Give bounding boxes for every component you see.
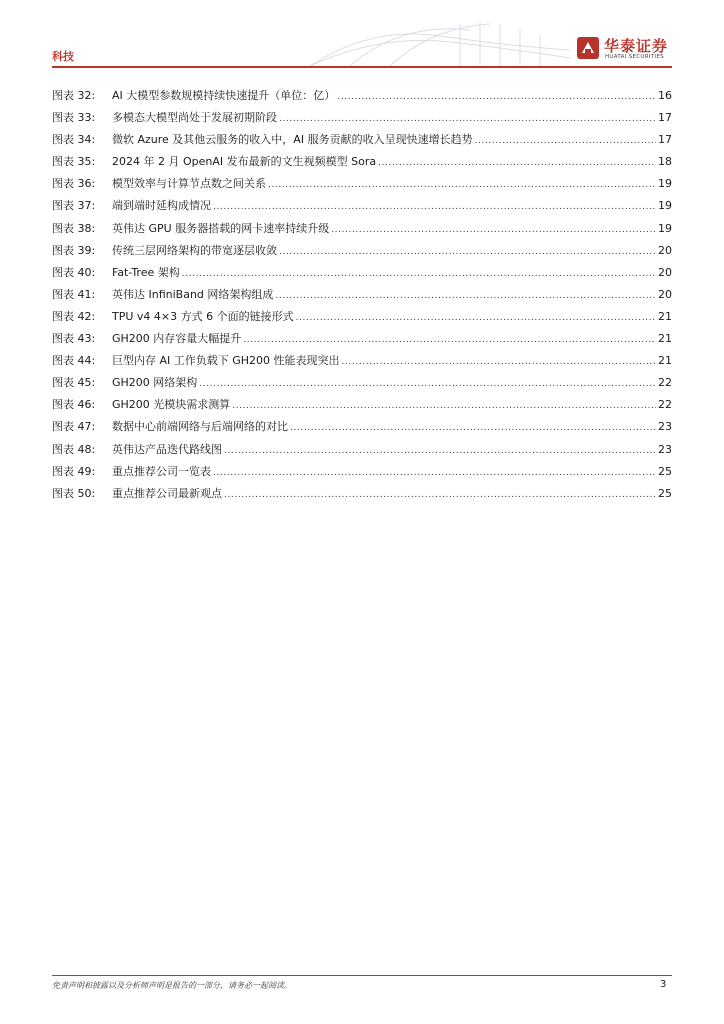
toc-entry-title[interactable]: 巨型内存 AI 工作负载下 GH200 性能表现突出	[112, 354, 340, 368]
toc-dot-leader	[213, 465, 656, 481]
toc-dot-leader	[342, 354, 656, 370]
toc-entry[interactable]	[52, 198, 672, 220]
building-watermark-icon	[290, 20, 580, 68]
toc-entry-label: 图表 34:	[52, 133, 96, 147]
toc-dot-leader	[475, 133, 656, 149]
toc-entry[interactable]	[52, 331, 672, 353]
toc-entry[interactable]	[52, 110, 672, 132]
toc-entry[interactable]	[52, 287, 672, 309]
toc-dot-leader	[275, 288, 656, 304]
toc-entry-title[interactable]: 微软 Azure 及其他云服务的收入中，AI 服务贡献的收入呈现快速增长趋势	[112, 133, 473, 147]
toc-entry-title[interactable]: 英伟达产品迭代路线图	[112, 442, 222, 456]
toc-entry[interactable]	[52, 132, 672, 154]
toc-entry-page[interactable]: 19	[658, 221, 672, 235]
toc-entry-title[interactable]: 模型效率与计算节点数之间关系	[112, 177, 266, 191]
header-divider	[52, 66, 672, 68]
toc-entry-label: 图表 40:	[52, 265, 96, 279]
toc-entry[interactable]	[52, 353, 672, 375]
toc-entry-title[interactable]: GH200 内存容量大幅提升	[112, 332, 242, 346]
toc-entry-title[interactable]: 传统三层网络架构的带宽逐层收敛	[112, 243, 277, 257]
toc-entry-title[interactable]: 多模态大模型尚处于发展初期阶段	[112, 111, 277, 125]
toc-entry-page[interactable]: 16	[658, 89, 672, 102]
toc-entry-label: 图表 37:	[52, 199, 96, 213]
toc-entry-label: 图表 38:	[52, 221, 96, 235]
toc-entry-label: 图表 35:	[52, 155, 96, 169]
toc-entry-title[interactable]: 重点推荐公司一览表	[112, 464, 211, 478]
toc-entry-page[interactable]: 21	[658, 309, 672, 323]
toc-entry[interactable]	[52, 397, 672, 419]
toc-entry-title[interactable]: TPU v4 4×3 方式 6 个面的链接形式	[112, 309, 294, 323]
toc-dot-leader	[290, 420, 656, 436]
toc-entry[interactable]	[52, 375, 672, 397]
toc-entry-title[interactable]: AI 大模型参数规模持续快速提升（单位：亿）	[112, 89, 336, 102]
toc-entry-label: 图表 48:	[52, 442, 96, 456]
toc-entry-label: 图表 45:	[52, 376, 96, 390]
toc-entry-page[interactable]: 20	[658, 287, 672, 301]
toc-entry-title[interactable]: 端到端时延构成情况	[112, 199, 211, 213]
toc-entry-label: 图表 47:	[52, 420, 96, 434]
toc-entry-label: 图表 41:	[52, 287, 96, 301]
brand-subtitle: HUATAI SECURITIES	[605, 54, 664, 60]
toc-entry-page[interactable]: 20	[658, 243, 672, 257]
toc-entry-page[interactable]: 22	[658, 376, 672, 390]
toc-entry-page[interactable]: 17	[658, 133, 672, 147]
figure-index-list	[52, 88, 672, 508]
toc-entry-title[interactable]: 重点推荐公司最新观点	[112, 486, 222, 500]
toc-dot-leader	[224, 487, 656, 503]
toc-entry-title[interactable]: 英伟达 GPU 服务器搭载的网卡速率持续升级	[112, 221, 330, 235]
toc-entry-title[interactable]: 英伟达 InfiniBand 网络架构组成	[112, 287, 274, 301]
toc-dot-leader	[331, 222, 656, 238]
toc-entry-page[interactable]: 21	[658, 332, 672, 346]
toc-entry-title[interactable]: GH200 网络架构	[112, 376, 198, 390]
toc-entry-title[interactable]: 数据中心前端网络与后端网络的对比	[112, 420, 288, 434]
toc-entry[interactable]	[52, 419, 672, 441]
toc-dot-leader	[268, 177, 656, 193]
toc-dot-leader	[182, 266, 656, 282]
footer-divider	[52, 975, 672, 976]
toc-entry-page[interactable]: 25	[658, 486, 672, 500]
toc-entry[interactable]	[52, 464, 672, 486]
toc-dot-leader	[337, 89, 656, 105]
toc-entry[interactable]	[52, 265, 672, 287]
toc-entry-title[interactable]: 2024 年 2 月 OpenAI 发布最新的文生视频模型 Sora	[112, 155, 377, 169]
toc-entry-page[interactable]: 19	[658, 199, 672, 213]
toc-entry-label: 图表 46:	[52, 398, 96, 412]
toc-entry[interactable]	[52, 221, 672, 243]
toc-entry[interactable]	[52, 154, 672, 176]
brand-name: 华泰证券	[604, 37, 669, 55]
toc-dot-leader	[279, 244, 656, 260]
toc-entry-title[interactable]: Fat-Tree 架构	[112, 265, 180, 279]
toc-entry[interactable]	[52, 88, 672, 110]
toc-dot-leader	[279, 111, 656, 127]
toc-entry-title[interactable]: GH200 光模块需求测算	[112, 398, 231, 412]
toc-entry-page[interactable]: 21	[658, 354, 672, 368]
toc-entry-page[interactable]: 17	[658, 111, 672, 125]
brand-logo	[576, 34, 676, 64]
toc-entry-label: 图表 44:	[52, 354, 96, 368]
page-header	[0, 0, 724, 72]
toc-dot-leader	[232, 398, 656, 414]
toc-entry[interactable]	[52, 486, 672, 508]
toc-entry-page[interactable]: 19	[658, 177, 672, 191]
toc-entry[interactable]	[52, 309, 672, 331]
toc-entry-page[interactable]: 22	[658, 398, 672, 412]
toc-entry-label: 图表 36:	[52, 177, 96, 191]
toc-dot-leader	[378, 155, 656, 171]
toc-entry-page[interactable]: 18	[658, 155, 672, 169]
toc-entry-label: 图表 33:	[52, 111, 96, 125]
toc-entry-label: 图表 50:	[52, 486, 96, 500]
toc-entry-label: 图表 42:	[52, 309, 96, 323]
toc-entry-label: 图表 32:	[52, 89, 96, 102]
toc-entry-page[interactable]: 25	[658, 464, 672, 478]
toc-entry-page[interactable]: 23	[658, 420, 672, 434]
toc-entry-page[interactable]: 20	[658, 265, 672, 279]
section-label: 科技	[52, 50, 74, 63]
toc-entry-label: 图表 49:	[52, 464, 96, 478]
toc-entry[interactable]	[52, 176, 672, 198]
toc-entry-page[interactable]: 23	[658, 442, 672, 456]
toc-entry-label: 图表 39:	[52, 243, 96, 257]
toc-dot-leader	[243, 332, 656, 348]
toc-dot-leader	[213, 199, 656, 215]
brand-mark-icon	[576, 36, 600, 60]
page-number: 3	[660, 979, 667, 990]
toc-entry-label: 图表 43:	[52, 332, 96, 346]
toc-dot-leader	[296, 310, 656, 326]
toc-dot-leader	[224, 443, 656, 459]
toc-entry[interactable]	[52, 442, 672, 464]
footer-disclaimer: 免责声明和披露以及分析师声明是报告的一部分，请务必一起阅读。	[52, 981, 292, 990]
toc-entry[interactable]	[52, 243, 672, 265]
toc-dot-leader	[199, 376, 656, 392]
